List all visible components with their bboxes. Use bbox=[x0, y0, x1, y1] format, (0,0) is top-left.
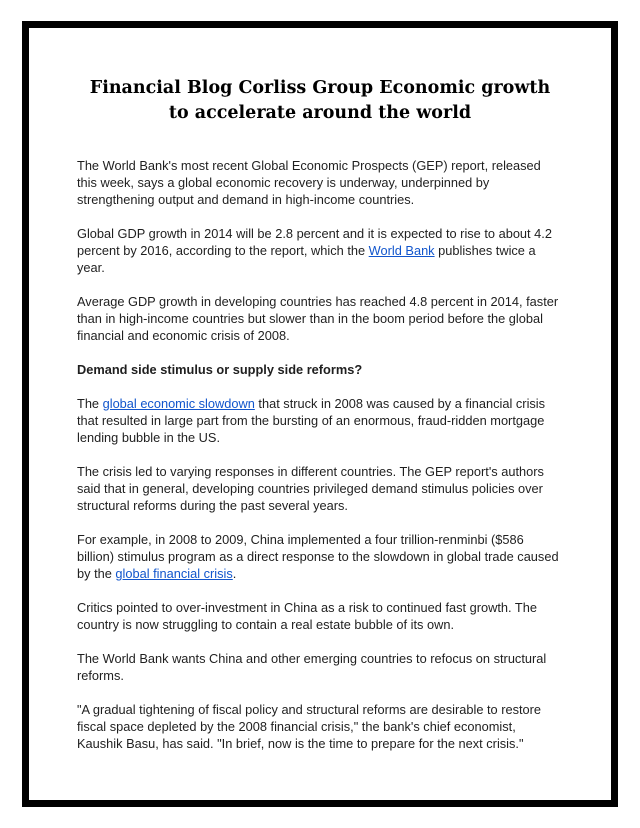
text-segment: The bbox=[77, 395, 103, 411]
paragraph bbox=[77, 225, 563, 276]
text-segment: Critics pointed to over-investment in China as a risk to continued fast growth. The country is now struggling to contain a real estate bubble of its own. bbox=[77, 599, 537, 632]
title-line-1: Financial Blog Corliss Group Economic growth bbox=[89, 78, 551, 98]
article-body bbox=[77, 157, 563, 752]
inline-link[interactable]: global economic slowdown bbox=[102, 395, 255, 411]
paragraph bbox=[77, 293, 563, 344]
title-line-2: to accelerate around the world bbox=[168, 103, 472, 124]
paragraph bbox=[77, 395, 563, 446]
text-segment: For example, in 2008 to 2009, China implemented a four trillion-renminbi ($586 billion) stimulus program as a direct response to the slowdown in global trade caused by the bbox=[77, 531, 559, 581]
document-page bbox=[29, 28, 611, 800]
text-segment: Average GDP growth in developing countries has reached 4.8 percent in 2014, faster than in high-income countries but slower than in the boom period before the global financial and economic crisis of 2008. bbox=[77, 293, 559, 343]
inline-link[interactable]: World Bank bbox=[368, 242, 435, 258]
paragraph bbox=[77, 463, 563, 514]
document-page-border bbox=[22, 21, 618, 807]
text-segment: The World Bank wants China and other emerging countries to refocus on structural reforms. bbox=[77, 650, 547, 683]
paragraph bbox=[77, 157, 563, 208]
inline-link[interactable]: global financial crisis bbox=[115, 565, 233, 581]
paragraph bbox=[77, 650, 563, 684]
text-segment: The crisis led to varying responses in different countries. The GEP report's authors said that in general, developing countries privileged demand stimulus policies over structural reforms during the past several years. bbox=[77, 463, 544, 513]
text-segment: "A gradual tightening of fiscal policy and structural reforms are desirable to restore fiscal space depleted by the 2008 financial crisis," the bank's chief economist, Kaushik Basu, has said. "In brief, now is the time to prepare for the next crisis." bbox=[77, 701, 542, 751]
paragraph bbox=[77, 531, 563, 582]
text-segment: publishes twice a year. bbox=[77, 242, 536, 275]
page-title bbox=[77, 76, 563, 127]
text-segment: Demand side stimulus or supply side reforms? bbox=[77, 361, 363, 377]
text-segment: Global GDP growth in 2014 will be 2.8 percent and it is expected to rise to about 4.2 percent by 2016, according to the report, which the bbox=[77, 225, 552, 258]
text-segment: . bbox=[232, 565, 237, 581]
paragraph bbox=[77, 599, 563, 633]
section-heading bbox=[77, 361, 563, 378]
text-segment: The World Bank's most recent Global Economic Prospects (GEP) report, released this week, says a global economic recovery is underway, underpinned by strengthening output and demand in high-income countries. bbox=[77, 157, 541, 207]
text-segment: that struck in 2008 was caused by a financial crisis that resulted in large part from the bursting of an enormous, fraud-ridden mortgage lending bubble in the US. bbox=[77, 395, 546, 445]
paragraph bbox=[77, 701, 563, 752]
